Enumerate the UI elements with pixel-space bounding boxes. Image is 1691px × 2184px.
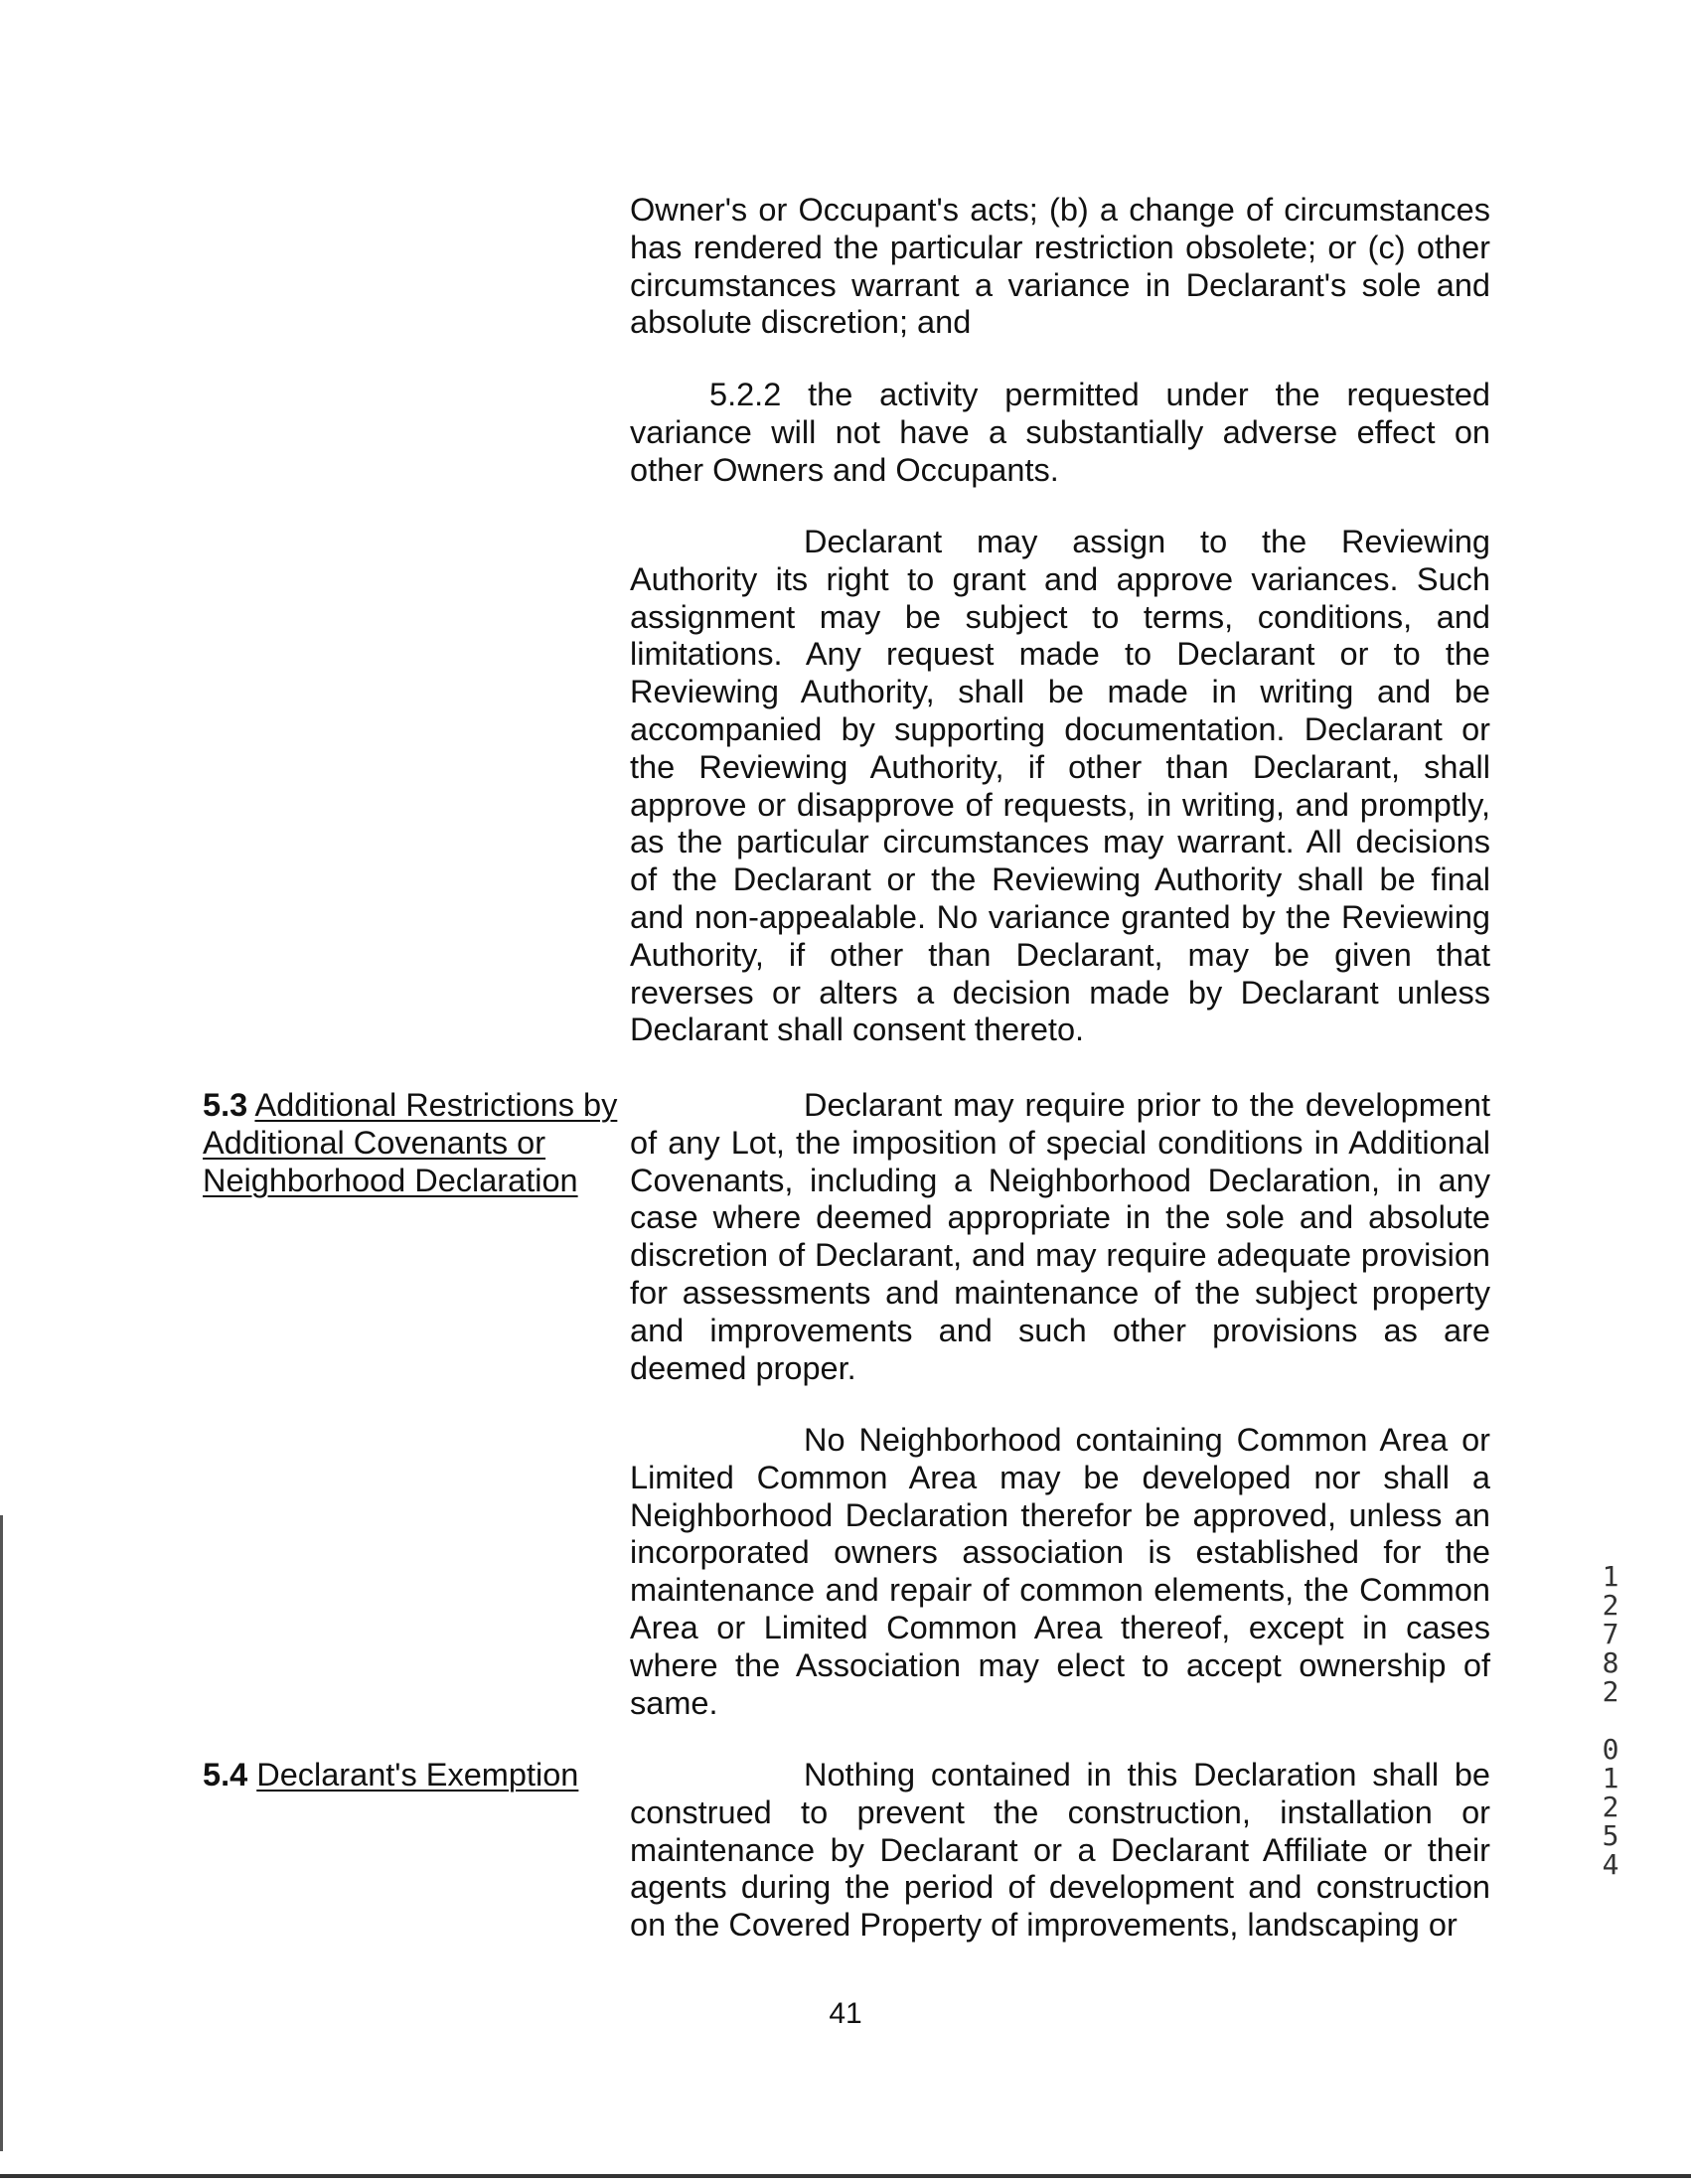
- side-number-char: [1596, 1706, 1625, 1735]
- paragraph-5-3: Declarant may require prior to the development of any Lot, the imposition of special conditions in Additional Covenants, including a Neighborhood Declaration, in any case where deemed appropriate in the sole and absolute discretion of Declarant, and may require adequate provision for assessments and maintenance of the subject property and improvements and such other provisions as are deemed proper.: [630, 1087, 1490, 1386]
- paragraph-5-2-2: 5.2.2 the activity permitted under the requested variance will not have a substantially adverse effect on other Owners and Occupants.: [630, 377, 1490, 488]
- scan-margin-line: [0, 1515, 3, 2151]
- side-number-char: 4: [1602, 1848, 1619, 1881]
- side-number-char: 2: [1602, 1675, 1619, 1708]
- paragraph-variance-assignment: Declarant may assign to the Reviewing Authority its right to grant and approve variances. Such assignment may be subject to terms, conditions, and limitations. Any request made to Declarant or to the Reviewing Authority, shall be made in writing and be accompanied by supporting documentation. Declarant or the Reviewing Authority, if other than Declarant, shall approve or disapprove of requests, in writing, and promptly, as the particular circumstances may warrant. All decisions of the Declarant or the Reviewing Authority shall be final and non-appealable. No variance granted by the Reviewing Authority, if other than Declarant, may be given that reverses or alters a decision made by Declarant unless Declarant shall consent thereto.: [630, 524, 1490, 1048]
- section-heading-5-4: [203, 1757, 620, 1794]
- paragraph-continuation: Owner's or Occupant's acts; (b) a change of circumstances has rendered the particular restriction obsolete; or (c) other circumstances warrant a variance in Declarant's sole and absolute discretion; and: [630, 192, 1490, 341]
- side-number-char: 8: [1602, 1646, 1619, 1679]
- page-number: 41: [829, 1997, 862, 2030]
- section-number: 5.3: [203, 1087, 248, 1123]
- side-number-char: 1: [1602, 1560, 1619, 1593]
- side-recording-number: [1596, 1562, 1625, 1879]
- side-number-char: 1: [1602, 1762, 1619, 1794]
- paragraph-neighborhood-common-area: No Neighborhood containing Common Area or Limited Common Area may be developed nor shall a Neighborhood Declaration therefor be approved, unless an incorporated owners association is established for the maintenance and repair of common elements, the Common Area or Limited Common Area thereof, except in cases where the Association may elect to accept ownership of same.: [630, 1422, 1490, 1721]
- bottom-rule: [0, 2174, 1691, 2178]
- section-title: Declarant's Exemption: [256, 1757, 579, 1793]
- side-number-char: 5: [1602, 1819, 1619, 1852]
- paragraph-5-4: Nothing contained in this Declaration shall be construed to prevent the construction, installation or maintenance by Declarant or a Declarant Affiliate or their agents during the period of development and construction on the Covered Property of improvements, landscaping or: [630, 1757, 1490, 1944]
- section-number: 5.4: [203, 1757, 248, 1793]
- section-title: Additional Restrictions by Additional Covenants or Neighborhood Declaration: [203, 1087, 618, 1198]
- side-number-char: 2: [1602, 1589, 1619, 1622]
- side-number-char: 0: [1602, 1733, 1619, 1766]
- section-heading-5-3: [203, 1087, 620, 1199]
- side-number-char: 2: [1602, 1791, 1619, 1823]
- side-number-char: 7: [1602, 1618, 1619, 1650]
